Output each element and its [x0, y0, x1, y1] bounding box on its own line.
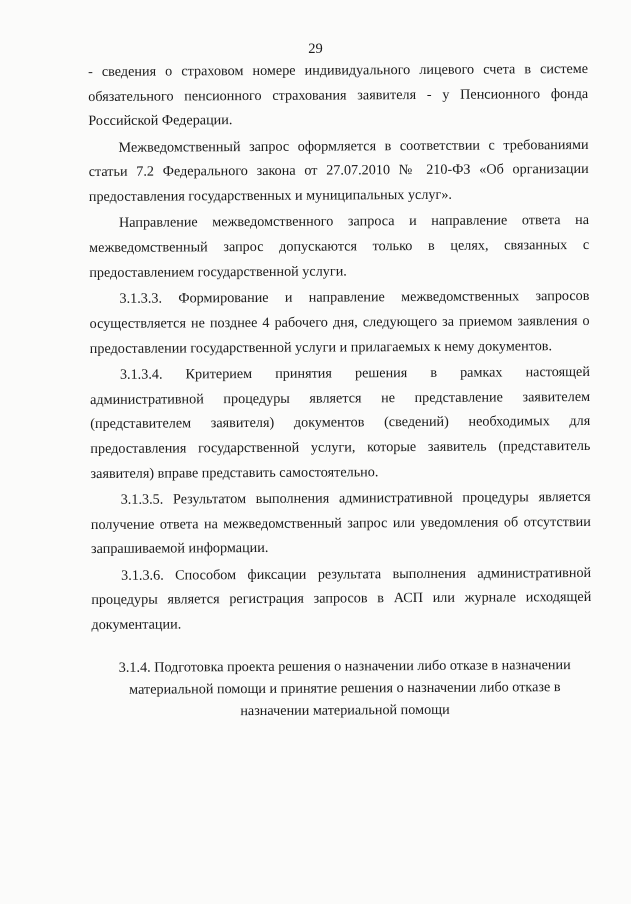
paragraph-request-purpose: Направление межведомственного запроса и направление ответа на межведомственный запрос допускаются только в целях, связанных с предоставлением государственной услуги. [89, 212, 590, 281]
paragraph-3-1-3-5: 3.1.3.5. Результатом выполнения административной процедуры является получение ответа на межведомственный запрос или уведомления об отсутствии запрашиваемой информации. [90, 488, 591, 558]
paragraph-request-format: Межведомственный запрос оформляется в соответствии с требованиями статьи 7.2 Федерального закона от 27.07.2010 № 210-ФЗ «Об организации предоставления государственных и муниципальных услуг». [88, 136, 589, 206]
paragraph-3-1-3-3: 3.1.3.3. Формирование и направление межведомственных запросов осуществляется не позднее 4 рабочего дня, следующего за приемом заявления о предоставлении государственной услуги и прилагаемых к нему документов. [89, 288, 590, 357]
paragraph-snils-info: - сведения о страховом номере индивидуального лицевого счета в системе обязательного пенсионного страхования заявителя - у Пенсионного фонда Российской Федерации. [88, 60, 589, 130]
paragraph-3-1-3-6: 3.1.3.6. Способом фиксации результата выполнения административной процедуры является регистрация запросов в АСП или журнале исходящей документации. [91, 564, 592, 634]
section-heading-3-1-4: 3.1.4. Подготовка проекта решения о назначении либо отказе в назначении материальной помощи и принятие решения о назначении либо отказе в назначении материальной помощи [118, 656, 571, 719]
page-number: 29 [308, 41, 323, 57]
paragraph-3-1-3-4: 3.1.3.4. Критерием принятия решения в рамках настоящей административной процедуры является не представление заявителем (представителем заявителя) документов (сведений) необходимых для предоставления государственной услуги, которые заявитель (представитель заявителя) вправе представить самостоятельно. [90, 363, 591, 482]
document-body [88, 57, 592, 724]
